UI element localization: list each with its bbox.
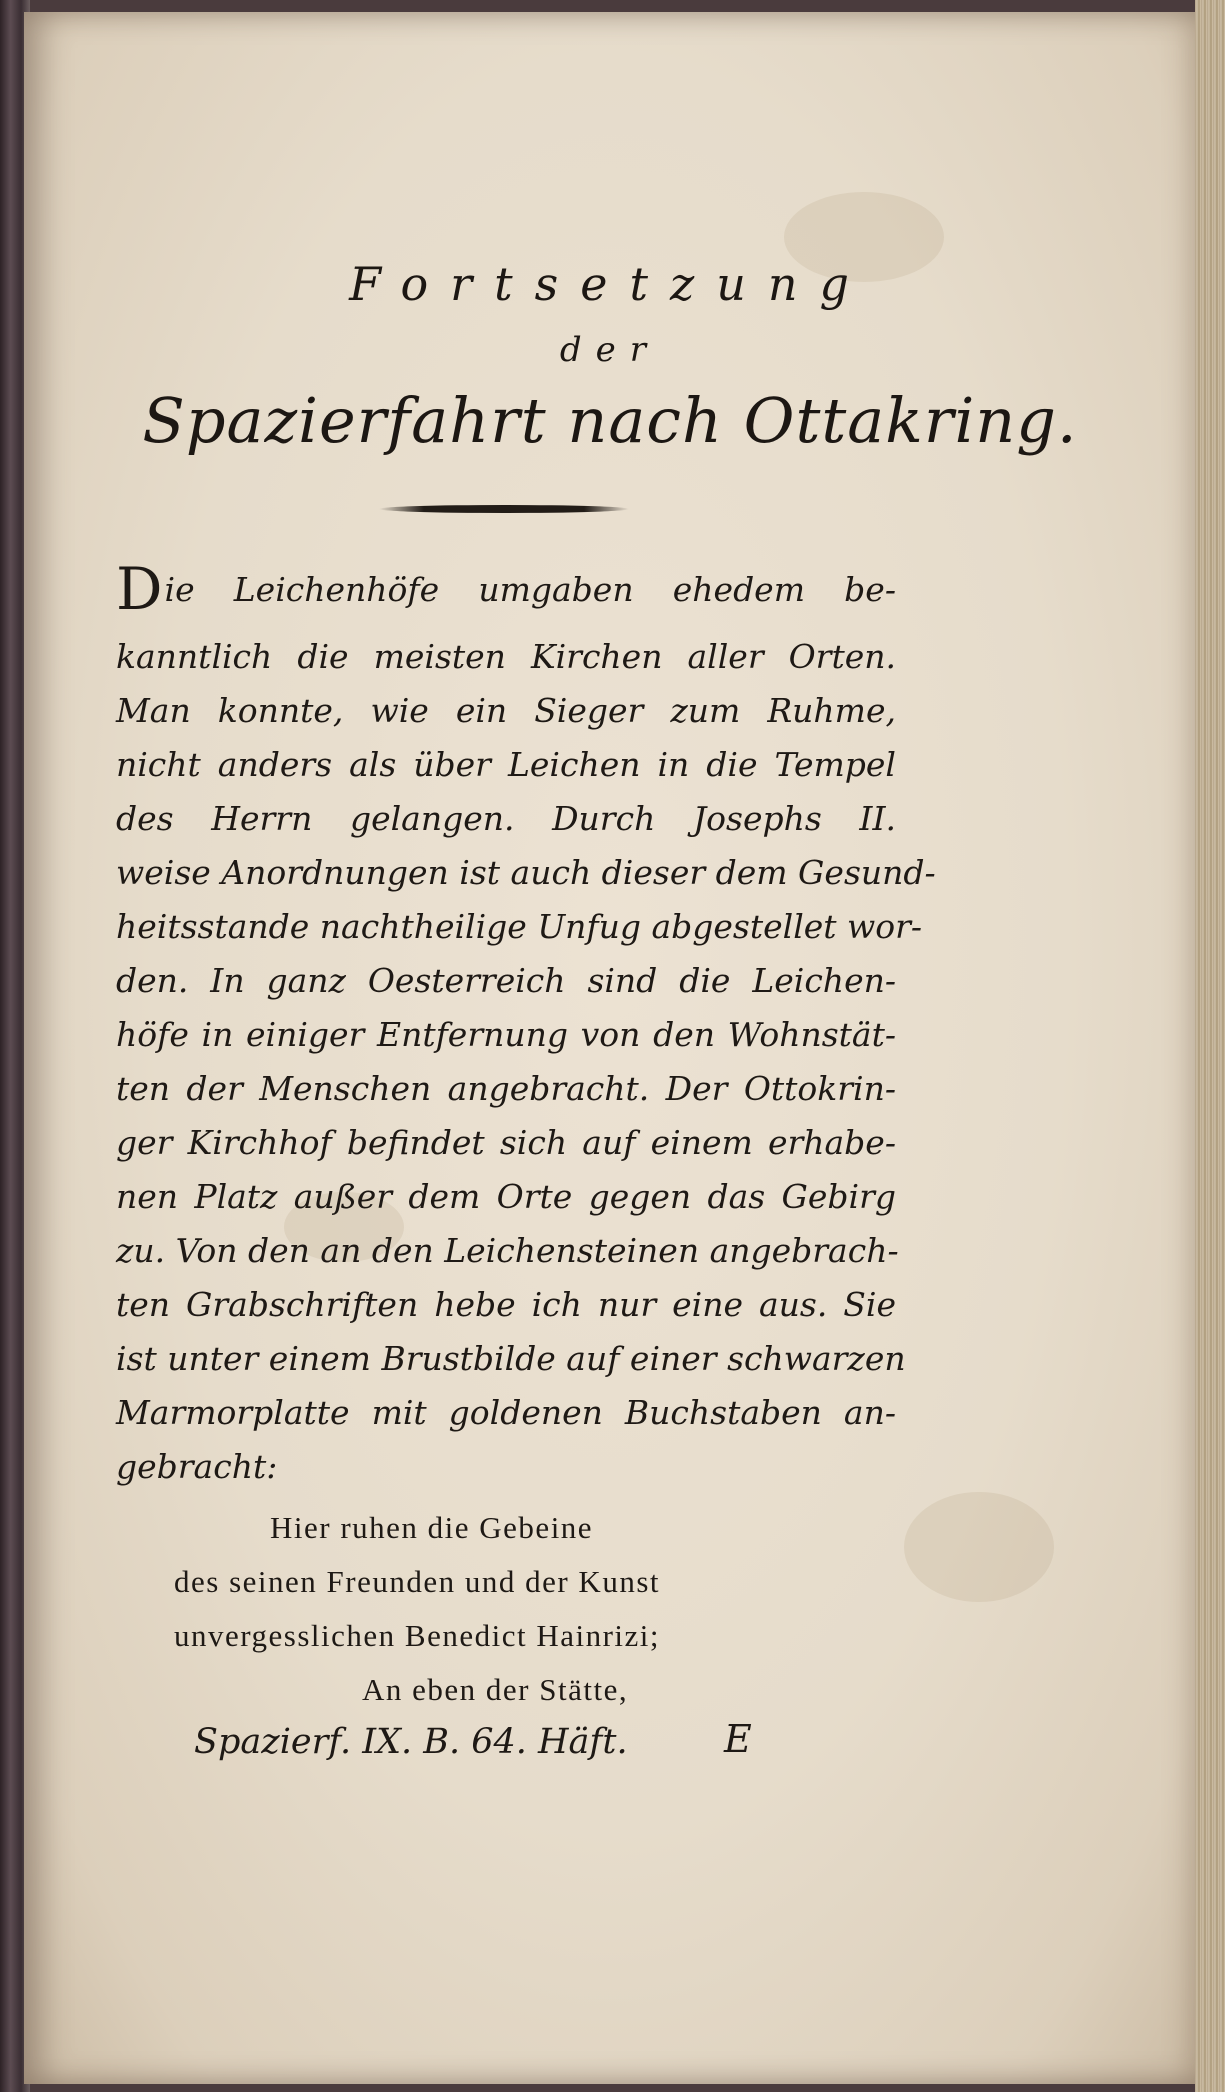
page-sheet <box>24 12 1196 2084</box>
foxing-stain <box>904 1492 1054 1602</box>
paragraph-line: zu. Von den an den Leichensteinen angebrach- <box>116 1231 899 1270</box>
signature-line: Spazierf. IX. B. 64. Häft. <box>194 1722 628 1762</box>
paragraph-line: höfe in einiger Entfernung von den Wohnstät- <box>116 1015 896 1054</box>
paragraph-line: nen Platz außer dem Orte gegen das Gebirg <box>116 1177 896 1216</box>
page-stack-edge <box>1195 0 1225 2092</box>
heading-line-2: der <box>559 330 661 370</box>
paragraph-line: ist unter einem Brustbilde auf einer schwarzen <box>116 1339 906 1378</box>
drop-cap: D <box>116 555 163 623</box>
heading-title: Spazierfahrt nach Ottakring. <box>142 384 1078 457</box>
sheet-mark: E <box>724 1717 752 1761</box>
paragraph-line: weise Anordnungen ist auch dieser dem Gesund- <box>116 853 936 892</box>
paragraph-line: Marmorplatte mit goldenen Buchstaben an- <box>116 1393 896 1432</box>
paragraph-line: heitsstande nachtheilige Unfug abgestellet wor- <box>116 907 923 946</box>
paragraph-line-text: ie Leichenhöfe umgaben ehedem be- <box>164 570 896 609</box>
epitaph-line: des seinen Freunden und der Kunst <box>174 1564 660 1599</box>
paragraph-line: gebracht: <box>116 1447 278 1486</box>
paragraph-line: ten Grabschriften hebe ich nur eine aus. Sie <box>116 1285 896 1324</box>
heading-line-1: Fortsetzung <box>349 257 871 311</box>
epitaph-line: Hier ruhen die Gebeine <box>270 1510 594 1545</box>
epitaph-line: An eben der Stätte, <box>362 1672 629 1707</box>
paragraph-line <box>116 555 896 623</box>
paragraph-line: nicht anders als über Leichen in die Tempel <box>116 745 896 784</box>
epitaph-line: unvergesslichen Benedict Hainrizi; <box>174 1618 661 1653</box>
paragraph-line: den. In ganz Oesterreich sind die Leichen- <box>116 961 896 1000</box>
paragraph-line: ger Kirchhof befindet sich auf einem erhabe- <box>116 1123 896 1162</box>
paragraph-line: Man konnte, wie ein Sieger zum Ruhme, <box>116 691 896 730</box>
paragraph-line: kanntlich die meisten Kirchen aller Orten. <box>116 637 896 676</box>
paragraph-line: des Herrn gelangen. Durch Josephs II. <box>116 799 896 838</box>
paragraph-line: ten der Menschen angebracht. Der Ottokrin- <box>116 1069 896 1108</box>
ornamental-divider <box>379 505 629 513</box>
